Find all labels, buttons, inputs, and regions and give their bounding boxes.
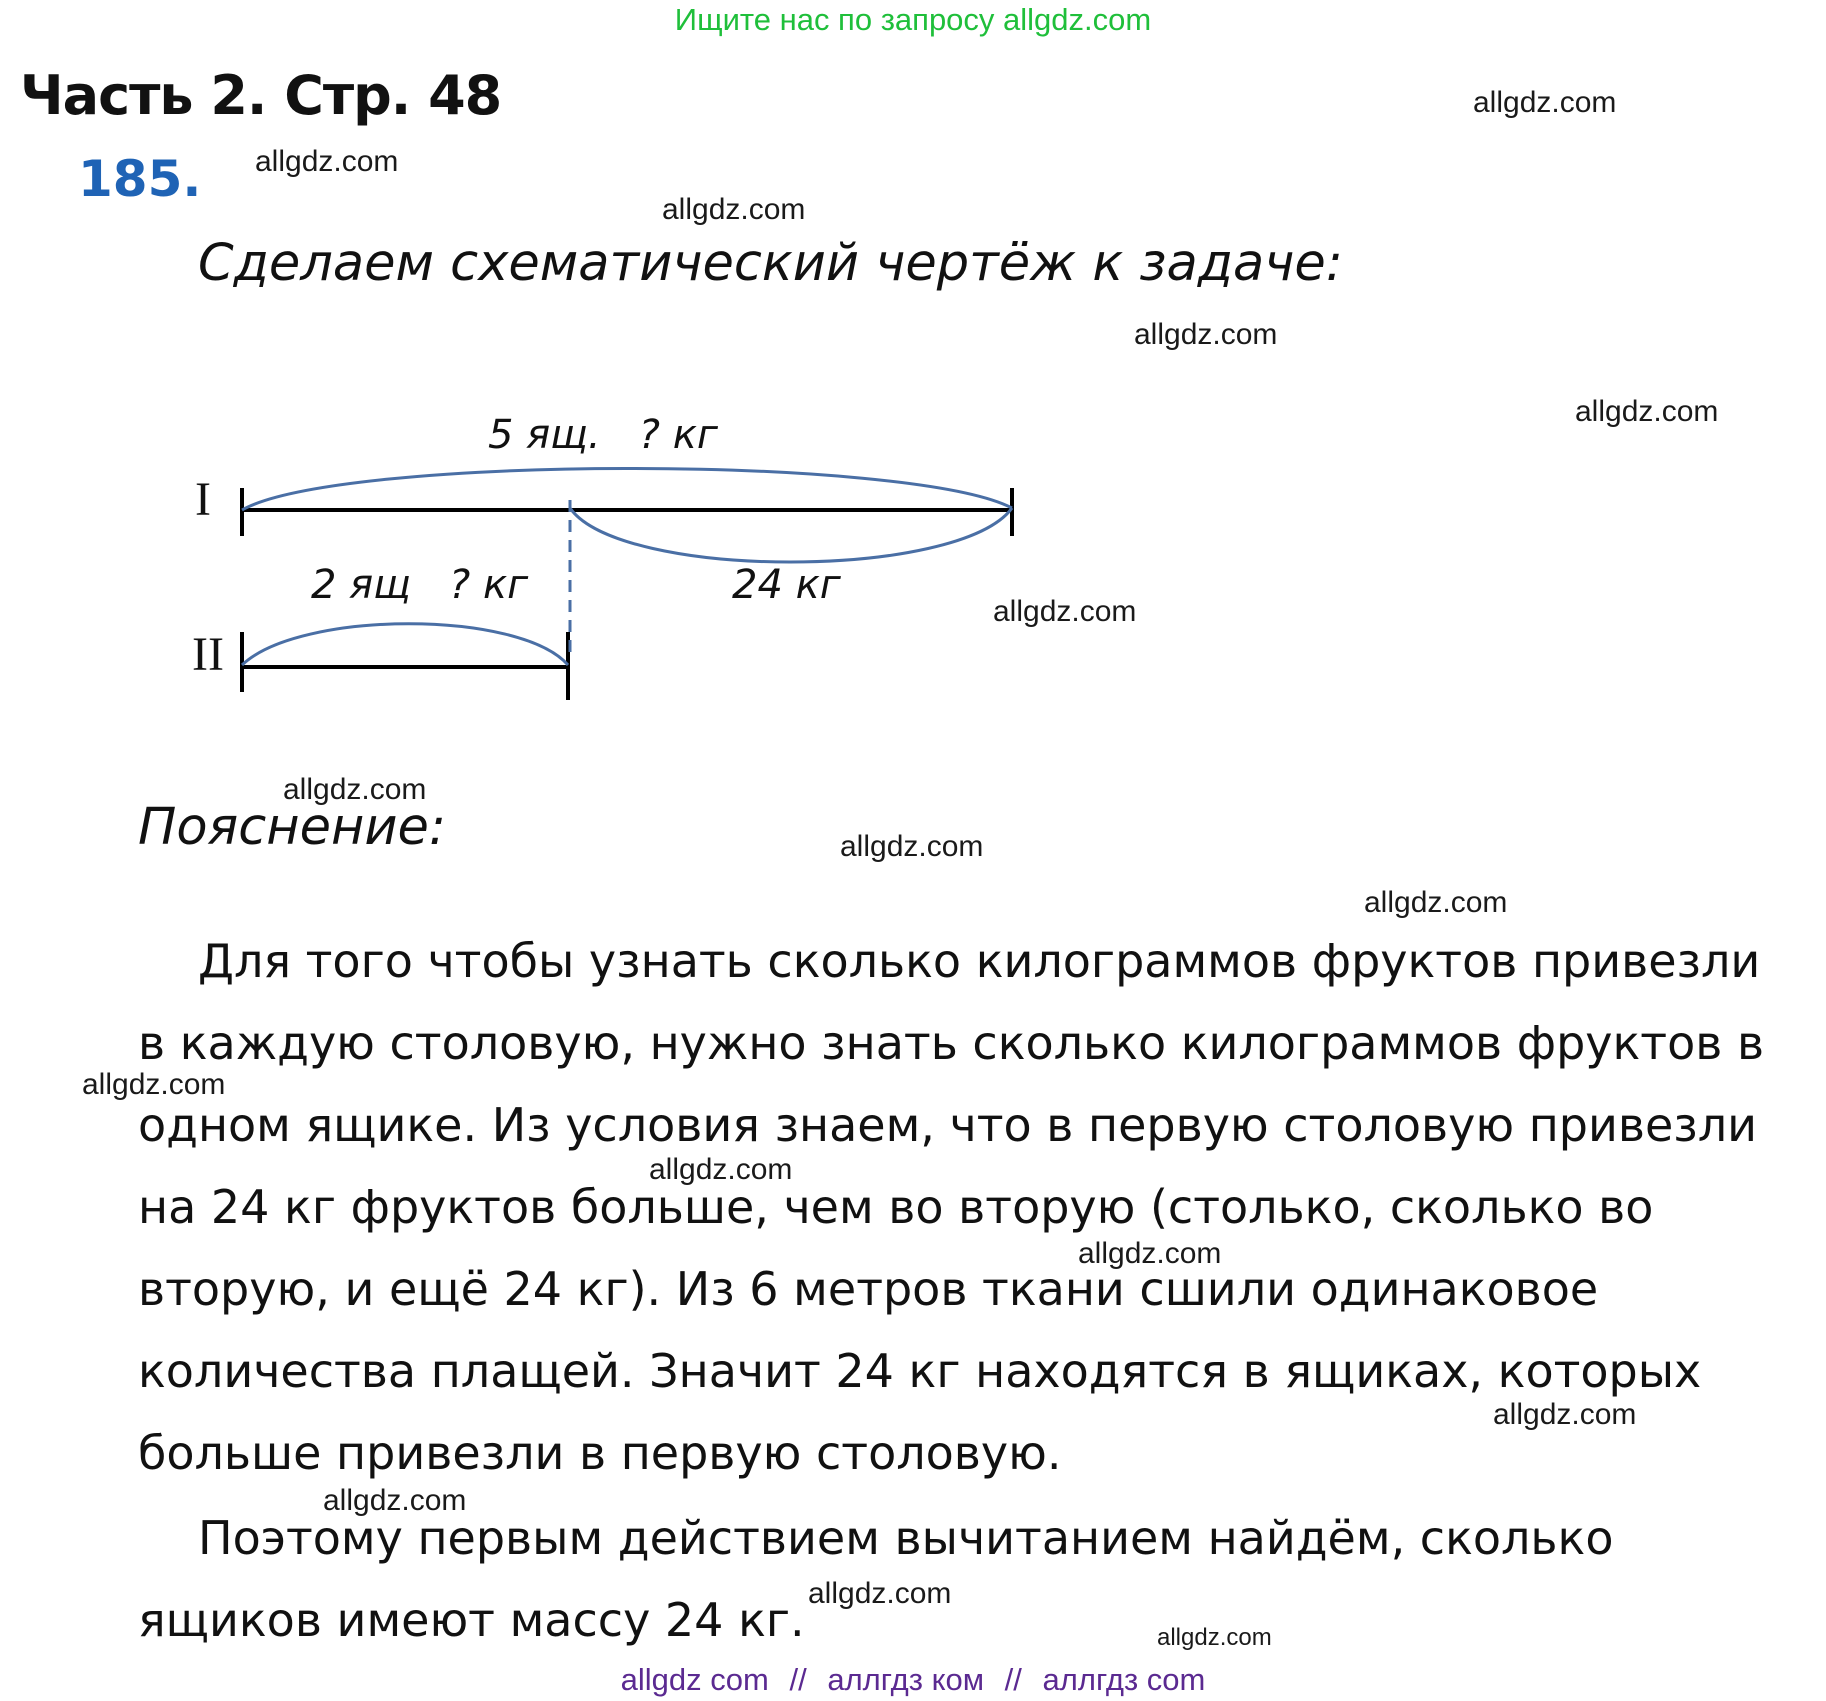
watermark: allgdz.com <box>1493 1398 1637 1431</box>
row2-label: II <box>192 628 224 681</box>
watermark: allgdz.com <box>808 1577 952 1610</box>
page-heading: Часть 2. Стр. 48 <box>20 64 502 127</box>
watermark: allgdz.com <box>1078 1237 1222 1270</box>
footer-separator: // <box>1004 1662 1022 1697</box>
watermark: allgdz.com <box>1157 1624 1272 1651</box>
watermark: allgdz.com <box>255 145 399 178</box>
footer-watermark <box>0 1662 1826 1698</box>
row2-brace <box>242 624 568 665</box>
task-number: 185. <box>78 150 202 208</box>
watermark: allgdz.com <box>993 595 1137 628</box>
explanation-paragraph-1: Для того чтобы узнать сколько килограммов фруктов привезли в каждую столовую, нужно знать сколько килограммов фруктов в одном ящике. Из условия знаем, что в первую столовую привезли на 24 кг фруктов больше, чем во вторую (столько, сколько во вторую, и ещё 24 кг). Из 6 метров ткани сшили одинаковое количества плащей. Значит 24 кг находятся в ящиках, которых больше привезли в первую столовую. <box>138 934 1765 1480</box>
watermark: allgdz.com <box>1134 318 1278 351</box>
top-banner: Ищите нас по запросу allgdz.com <box>674 2 1152 37</box>
bottom-brace-label: 24 кг <box>732 562 841 608</box>
watermark: allgdz.com <box>323 1484 467 1517</box>
row2-brace-label: 2 ящ ? кг <box>311 562 529 608</box>
bottom-brace <box>570 508 1012 562</box>
watermark: allgdz.com <box>662 193 806 226</box>
explanation-paragraph-2: Поэтому первым действием вычитанием найдём, сколько ящиков имеют массу 24 кг. <box>138 1511 1614 1647</box>
watermark: allgdz.com <box>283 773 427 806</box>
top-brace-label: 5 ящ. ? кг <box>488 412 718 458</box>
watermark: allgdz.com <box>82 1068 226 1101</box>
watermark: allgdz.com <box>840 830 984 863</box>
intro-text: Сделаем схематический чертёж к задаче: <box>198 234 1343 293</box>
watermark: allgdz.com <box>1473 86 1617 119</box>
watermark: allgdz.com <box>1575 395 1719 428</box>
watermark: allgdz.com <box>649 1153 793 1186</box>
footer-item: allgdz com <box>620 1662 769 1697</box>
footer-item: аллгдз com <box>1042 1662 1206 1697</box>
top-brace <box>242 468 1012 510</box>
watermark: allgdz.com <box>1364 886 1508 919</box>
footer-item: аллгдз ком <box>827 1662 985 1697</box>
explanation-title: Пояснение: <box>138 798 447 857</box>
footer-separator: // <box>789 1662 807 1697</box>
schematic-diagram <box>180 380 1080 720</box>
row1-label: I <box>195 473 211 526</box>
